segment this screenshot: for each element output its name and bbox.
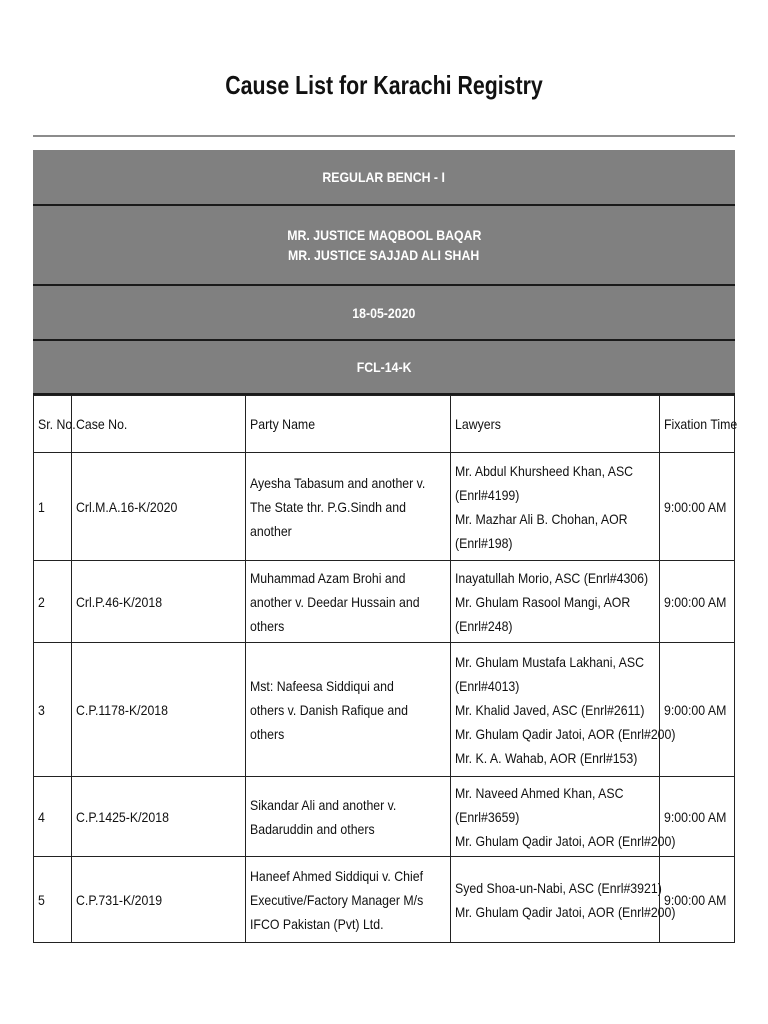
table-row — [34, 561, 735, 643]
party-name: Mst: Nafeesa Siddiqui and others v. Danish Rafique and others — [245, 643, 450, 777]
party-name: Haneef Ahmed Siddiqui v. Chief Executive/Factory Manager M/s IFCO Pakistan (Pvt) Ltd. — [245, 857, 450, 943]
page-title: Cause List for Karachi Registry — [225, 70, 543, 100]
table-row — [34, 777, 735, 857]
case-number: C.P.731-K/2019 — [72, 857, 245, 943]
case-number: C.P.1425-K/2018 — [72, 777, 245, 857]
party-name: Ayesha Tabasum and another v. The State thr. P.G.Sindh and another — [245, 453, 450, 561]
judge-name: MR. JUSTICE MAQBOOL BAQAR — [286, 227, 482, 243]
serial-number: 1 — [34, 453, 72, 561]
table-row — [34, 857, 735, 943]
column-header-lawyers: Lawyers — [450, 396, 659, 453]
table-row — [34, 643, 735, 777]
serial-number: 2 — [34, 561, 72, 643]
party-name: Muhammad Azam Brohi and another v. Deedar Hussain and others — [245, 561, 450, 643]
courtroom-header — [33, 339, 735, 395]
fixation-time: 9:00:00 AM — [660, 777, 735, 857]
serial-number: 4 — [34, 777, 72, 857]
judge-name: MR. JUSTICE SAJJAD ALI SHAH — [288, 247, 480, 263]
bench-header — [33, 150, 735, 204]
lawyers: Syed Shoa-un-Nabi, ASC (Enrl#3921) Mr. Ghulam Qadir Jatoi, AOR (Enrl#200) — [450, 857, 659, 943]
column-header-party-name: Party Name — [245, 396, 450, 453]
courtroom-code: FCL-14-K — [356, 359, 412, 375]
case-number: Crl.P.46-K/2018 — [72, 561, 245, 643]
table-header-row — [34, 396, 735, 453]
hearing-date: 18-05-2020 — [352, 304, 416, 321]
lawyers: Mr. Naveed Ahmed Khan, ASC (Enrl#3659) Mr. Ghulam Qadir Jatoi, AOR (Enrl#200) — [450, 777, 659, 857]
table-row — [34, 453, 735, 561]
fixation-time: 9:00:00 AM — [660, 453, 735, 561]
column-header-sr-no: Sr. No. — [34, 396, 72, 453]
fixation-time: 9:00:00 AM — [660, 561, 735, 643]
lawyers: Inayatullah Morio, ASC (Enrl#4306) Mr. Ghulam Rasool Mangi, AOR (Enrl#248) — [450, 561, 659, 643]
lawyers: Mr. Ghulam Mustafa Lakhani, ASC (Enrl#4013) Mr. Khalid Javed, ASC (Enrl#2611) Mr. Ghulam Qadir Jatoi, AOR (Enrl#200) Mr. K. A. Wahab, AOR (Enrl#153) — [450, 643, 659, 777]
lawyers: Mr. Abdul Khursheed Khan, ASC (Enrl#4199) Mr. Mazhar Ali B. Chohan, AOR (Enrl#198) — [450, 453, 659, 561]
cause-list-table — [33, 395, 738, 943]
column-header-case-no: Case No. — [72, 396, 245, 453]
date-header — [33, 284, 735, 339]
case-number: C.P.1178-K/2018 — [72, 643, 245, 777]
fixation-time: 9:00:00 AM — [660, 857, 735, 943]
case-number: Crl.M.A.16-K/2020 — [72, 453, 245, 561]
column-header-fixation-time: Fixation Time — [660, 396, 735, 453]
party-name: Sikandar Ali and another v. Badaruddin and others — [245, 777, 450, 857]
serial-number: 3 — [34, 643, 72, 777]
fixation-time: 9:00:00 AM — [660, 643, 735, 777]
serial-number: 5 — [34, 857, 72, 943]
judges-header — [33, 204, 735, 284]
bench-name: REGULAR BENCH - I — [322, 169, 446, 185]
title-divider — [33, 135, 735, 137]
